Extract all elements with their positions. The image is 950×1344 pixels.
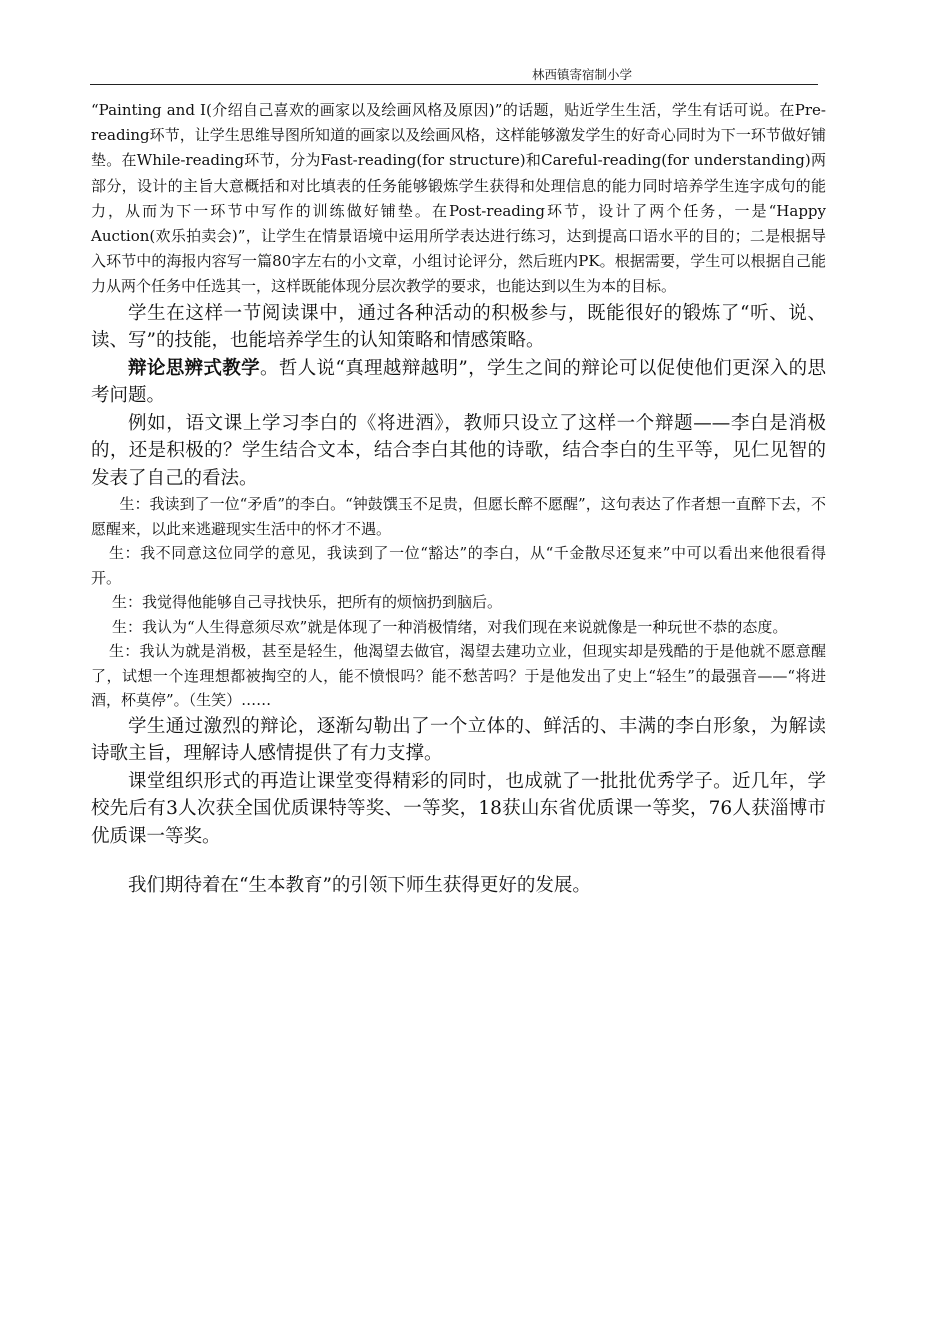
summary-paragraph: 学生在这样一节阅读课中，通过各种活动的积极参与，既能很好的锻炼了“听、说、读、写”的技能，也能培养学生的认知策略和情感策略。 [91,302,826,352]
dialogue-line: 生：我不同意这位同学的意见，我读到了一位“豁达”的李白，从“千金散尽还复来”中可以看出来他很看得开。 [91,544,826,587]
closing-paragraph: 我们期待着在“生本教育”的引领下师生获得更好的发展。 [128,875,591,897]
page-header [90,62,818,85]
paragraph-gap [91,850,826,872]
header-school-name: 林西镇寄宿制小学 [531,67,632,82]
example-paragraph: 例如，语文课上学习李白的《将进酒》，教师只设立了这样一个辩题——李白是消极的，还是积极的？学生结合文本，结合李白其他的诗歌，结合李白的生平等，见仁见智的发表了自己的看法。 [91,412,826,489]
dialogue-line: 生：我认为就是消极，甚至是轻生，他渴望去做官，渴望去建功立业，但现实却是残酷的于是他就不愿意醒了，试想一个连理想都被掏空的人，能不愤恨吗？能不愁苦吗？于是他发出了史上“轻生”的最强音——“将进酒，杯莫停”。（生笑）…… [91,642,826,710]
dialogue-line: 生：我觉得他能够自己寻找快乐，把所有的烦恼扔到脑后。 [112,593,503,612]
debate-paragraph [91,355,826,410]
document-body [91,98,826,900]
achievement-paragraph: 课堂组织形式的再造让课堂变得精彩的同时，也成就了一批批优秀学子。近几年，学校先后有3人次获全国优质课特等奖、一等奖，18获山东省优质课一等奖，76人获淄博市优质课一等奖。 [91,770,826,847]
conclusion-paragraph: 学生通过激烈的辩论，逐渐勾勒出了一个立体的、鲜活的、丰满的李白形象，为解读诗歌主旨，理解诗人感情提供了有力支撑。 [91,715,826,765]
debate-title: 辩论思辨式教学 [128,357,260,379]
intro-paragraph: “Painting and I(介绍自己喜欢的画家以及绘画风格及原因)”的话题，贴近学生生活，学生有话可说。在Pre-reading环节，让学生思维导图所知道的画家以及绘画风格，这样能够激发学生的好奇心同时为下一环节做好铺垫。在While-reading环节，分为Fast-reading(for structure)和Careful-reading(for understanding)两部分，设计的主旨大意概括和对比填表的任务能够锻炼学生获得和处理信息的能力同时培养学生连字成句的能力，从而为下一环节中写作的训练做好铺垫。在Post-reading环节，设计了两个任务，一是“Happy Auction(欢乐拍卖会)”，让学生在情景语境中运用所学表达进行练习，达到提高口语水平的目的；二是根据导入环节中的海报内容写一篇80字左右的小文章，小组讨论评分，然后班内PK。根据需要，学生可以根据自己能力从两个任务中任选其一，这样既能体现分层次教学的要求，也能达到以生为本的目标。 [91,101,827,296]
dialogue-line: 生：我认为“人生得意须尽欢”就是体现了一种消极情绪，对我们现在来说就像是一种玩世不恭的态度。 [112,617,788,636]
dialogue-line: 生：我读到了一位“矛盾”的李白。“钟鼓馔玉不足贵，但愿长醉不愿醒”，这句表达了作者想一直醉下去，不愿醒来，以此来逃避现实生活中的怀才不遇。 [91,495,826,538]
debate-text: 。哲人说“真理越辩越明”，学生之间的辩论可以促使他们更深入的思考问题。 [91,357,826,407]
